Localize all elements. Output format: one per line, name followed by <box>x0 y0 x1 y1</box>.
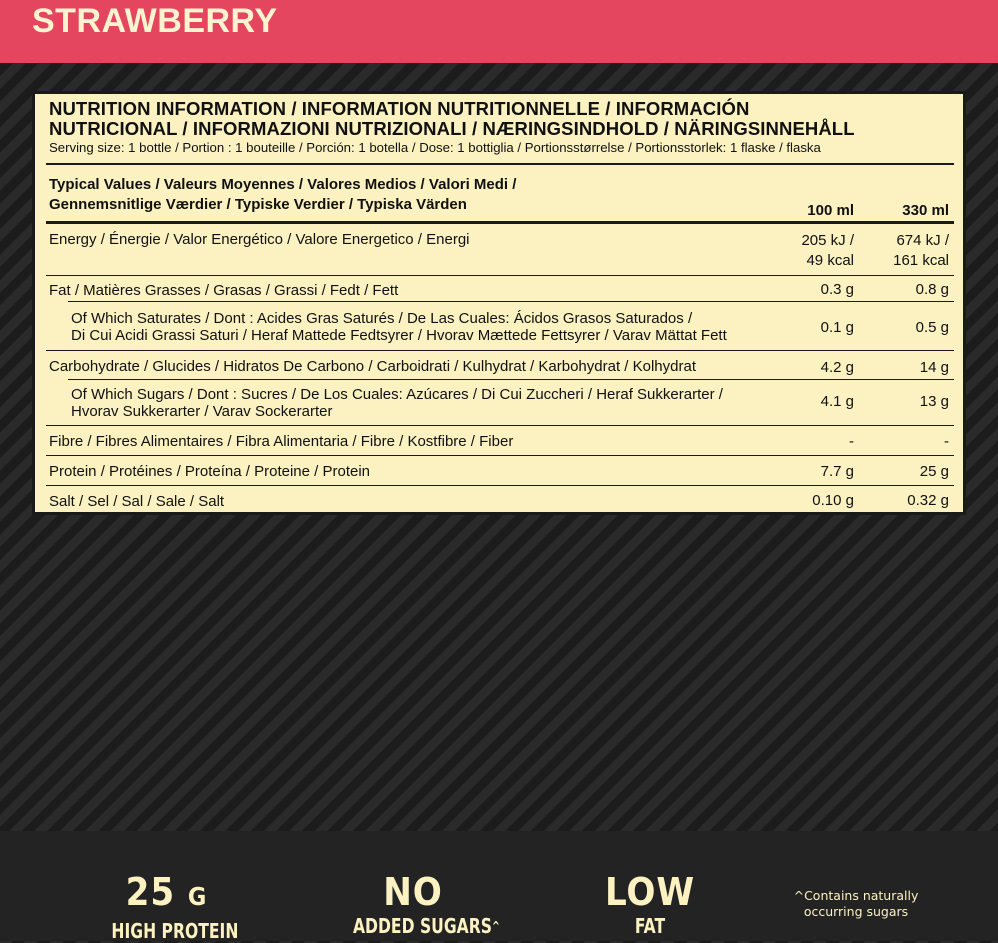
divider <box>46 221 954 224</box>
claim-no-added-sugars <box>336 870 500 938</box>
column-100ml: 100 ml <box>807 202 854 219</box>
header-label: Typical Values / Valeurs Moyennes / Valores Medios / Valori Medi / Gennemsnitlige Værdier / Typiske Verdier / Typiska Värden <box>49 176 517 213</box>
sugar-footnote-mark: ^ <box>491 919 500 933</box>
column-330ml: 330 ml <box>902 202 949 219</box>
claim-low-fat <box>580 872 720 937</box>
divider <box>68 379 954 380</box>
flavour-banner <box>0 0 998 63</box>
sugar-footnote: ^Contains naturally occurring sugars <box>793 888 919 919</box>
divider <box>68 301 954 302</box>
protein-unit: G <box>187 882 207 911</box>
fat-big: LOW <box>604 870 696 914</box>
divider <box>46 350 954 351</box>
divider <box>46 455 954 456</box>
nutrition-panel: NUTRITION INFORMATION / INFORMATION NUTRITIONNELLE / INFORMACIÓN NUTRICIONAL / INFORMAZIONI NUTRIZIONALI / NÆRINGSINDHOLD / NÄRINGSINNEHÅLL Serving size: 1 bottle / Portion : 1 bouteille / Porción: 1 botella / Dose: 1 bottiglia / Portionsstørrelse / Portionsstorlek: 1 flaske / flaska Typical Values / Valeurs Moyennes / Valores Medios / Valori Medi / Gennemsnitlige Værdier / Typiske Verdier / Typiska Värden 100 ml 330 ml Energy / Énergie / Valor Energético / Valore Energetico / Energi 205 kJ / 49 kcal 674 kJ / 161 kcal Fat / Matières Grasses / Grasas / Grassi / Fedt / Fett 0.3 g 0.8 g Of Which Saturates / Dont : Acides Gras Saturés / De Las Cuales: Ácidos Grasos Saturados / Di Cui Acidi Grassi Saturi / Heraf Mattede Fedtsyrer / Hvorav Mættede Fettsyrer / Varav Mättat Fett 0.1 g 0.5 g Carbohydrate / Glucides / Hidratos De Carbono / Carboidrati / Kulhydrat / Karbohydrat / Kolhydrat 4.2 g 14 g Of Which Sugars / Dont : Sucres / De Los Cuales: Azúcares / Di Cui Zuccheri / Heraf Sukkerarter / Hvorav Sukkerarter / Varav Sockerarter 4.1 g 13 g Fibre / Fibres Alimentaires / Fibra Alimentaria / Fibre / Kostfibre / Fiber - - Protein / Protéines / Proteína / Proteine / Protein 7.7 g 25 g Salt / Sel / Sal / Sale / Salt 0.10 g 0.32 g <box>32 91 966 515</box>
protein-label: HIGH PROTEIN <box>111 919 239 943</box>
table-header <box>46 175 954 219</box>
flavour-title: STRAWBERRY <box>32 2 278 40</box>
divider <box>46 485 954 486</box>
sugar-big: NO <box>383 870 443 914</box>
panel-header <box>49 99 949 156</box>
divider <box>46 275 954 276</box>
panel-title-line1: NUTRITION INFORMATION / INFORMATION NUTRITIONNELLE / INFORMACIÓN <box>49 98 750 119</box>
divider <box>46 163 954 165</box>
fat-label: FAT <box>634 914 666 938</box>
divider <box>46 425 954 426</box>
claim-high-protein <box>96 870 239 943</box>
protein-value: 25 <box>125 870 176 914</box>
sugar-label: ADDED SUGARS <box>352 914 492 938</box>
serving-size: Serving size: 1 bottle / Portion : 1 bouteille / Porción: 1 botella / Dose: 1 bottiglia / Portionsstørrelse / Portionsstorlek: 1 flaske / flaska <box>49 140 821 155</box>
panel-title-line2: NUTRICIONAL / INFORMAZIONI NUTRIZIONALI / NÆRINGSINDHOLD / NÄRINGSINNEHÅLL <box>49 118 855 139</box>
